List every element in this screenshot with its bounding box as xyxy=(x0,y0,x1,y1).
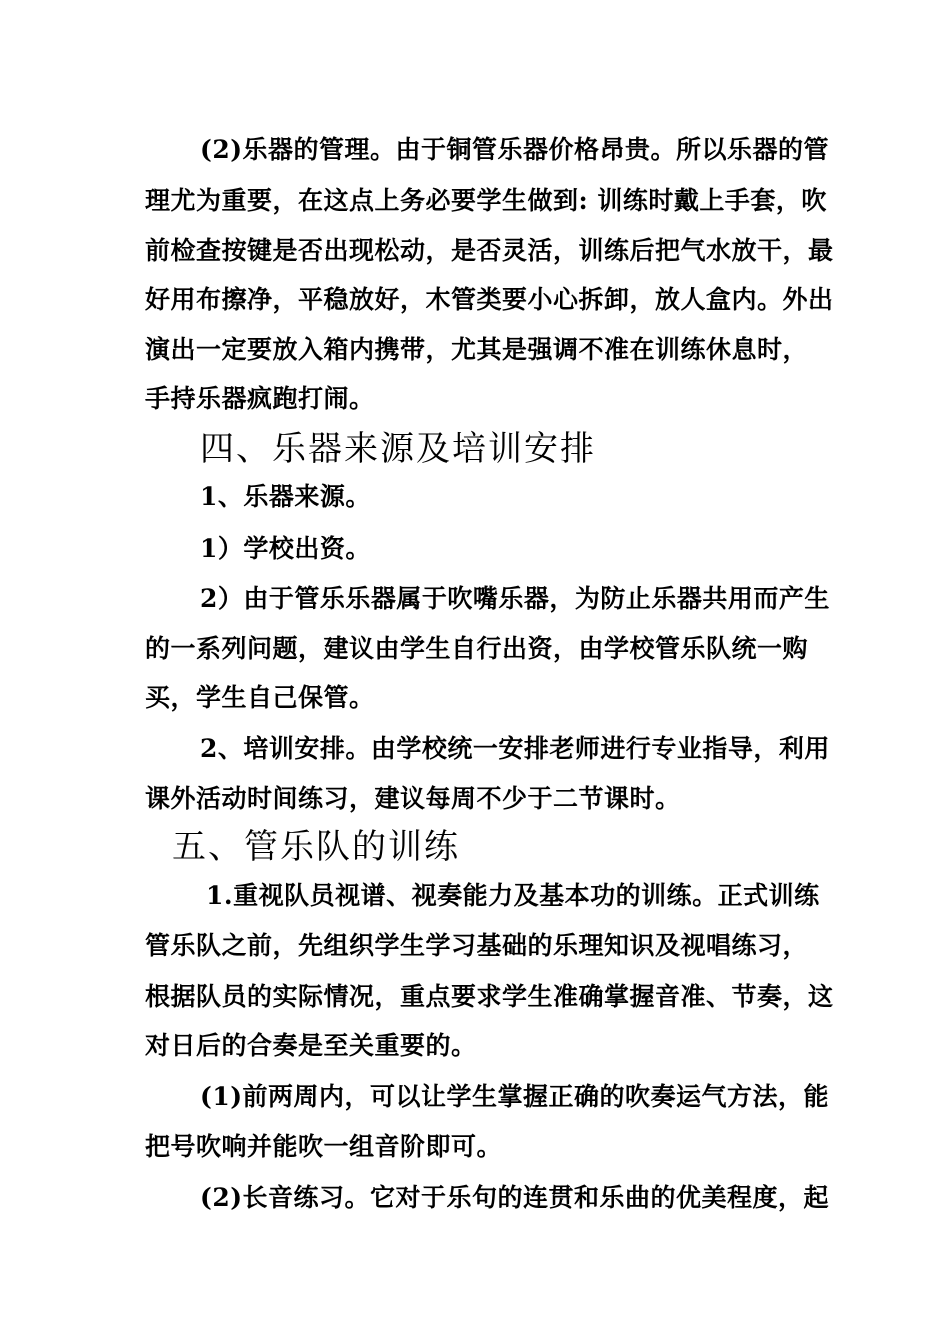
paragraph-line: 管乐队之前，先组织学生学习基础的乐理知识及视唱练习， xyxy=(145,931,809,960)
paragraph-line: 根据队员的实际情况，重点要求学生准确掌握音准、节奏，这 xyxy=(145,982,834,1011)
paragraph-line: 前检查按键是否出现松动，是否灵活，训练后把气水放干，最 xyxy=(145,236,834,265)
paragraph-line: 买，学生自己保管。 xyxy=(145,683,375,712)
paragraph-line: 2）由于管乐乐器属于吹嘴乐器，为防止乐器共用而产生 xyxy=(200,584,830,613)
paragraph-line: 1、乐器来源。 xyxy=(200,482,371,511)
paragraph-line: 把号吹响并能吹一组音阶即可。 xyxy=(145,1132,503,1161)
section-heading: 四、乐器来源及培训安排 xyxy=(200,429,596,469)
paragraph-line: 的一系列问题，建议由学生自行出资，由学校管乐队统一购 xyxy=(145,634,809,663)
paragraph-line: 演出一定要放入箱内携带，尤其是强调不准在训练休息时， xyxy=(145,335,809,364)
paragraph-line: 对日后的合奏是至关重要的。 xyxy=(145,1031,477,1060)
paragraph-line: (2)长音练习。它对于乐句的连贯和乐曲的优美程度，起 xyxy=(200,1183,830,1212)
paragraph-line: (1)前两周内，可以让学生掌握正确的吹奏运气方法，能 xyxy=(200,1082,830,1111)
paragraph-line: 1）学校出资。 xyxy=(200,534,371,563)
paragraph-line: 1.重视队员视谱、视奏能力及基本功的训练。正式训练 xyxy=(206,881,820,910)
paragraph-line: (2)乐器的管理。由于铜管乐器价格昂贵。所以乐器的管 xyxy=(200,135,830,164)
paragraph-line: 理尤为重要，在这点上务必要学生做到: 训练时戴上手套，吹 xyxy=(145,186,827,215)
paragraph-line: 2、培训安排。由学校统一安排老师进行专业指导，利用 xyxy=(200,734,830,763)
paragraph-line: 手持乐器疯跑打闹。 xyxy=(145,384,375,413)
paragraph-line: 好用布擦净，平稳放好，木管类要小心拆卸，放人盒内。外出 xyxy=(145,285,834,314)
paragraph-line: 课外活动时间练习，建议每周不少于二节课时。 xyxy=(145,784,681,813)
section-heading: 五、管乐队的训练 xyxy=(172,827,460,867)
